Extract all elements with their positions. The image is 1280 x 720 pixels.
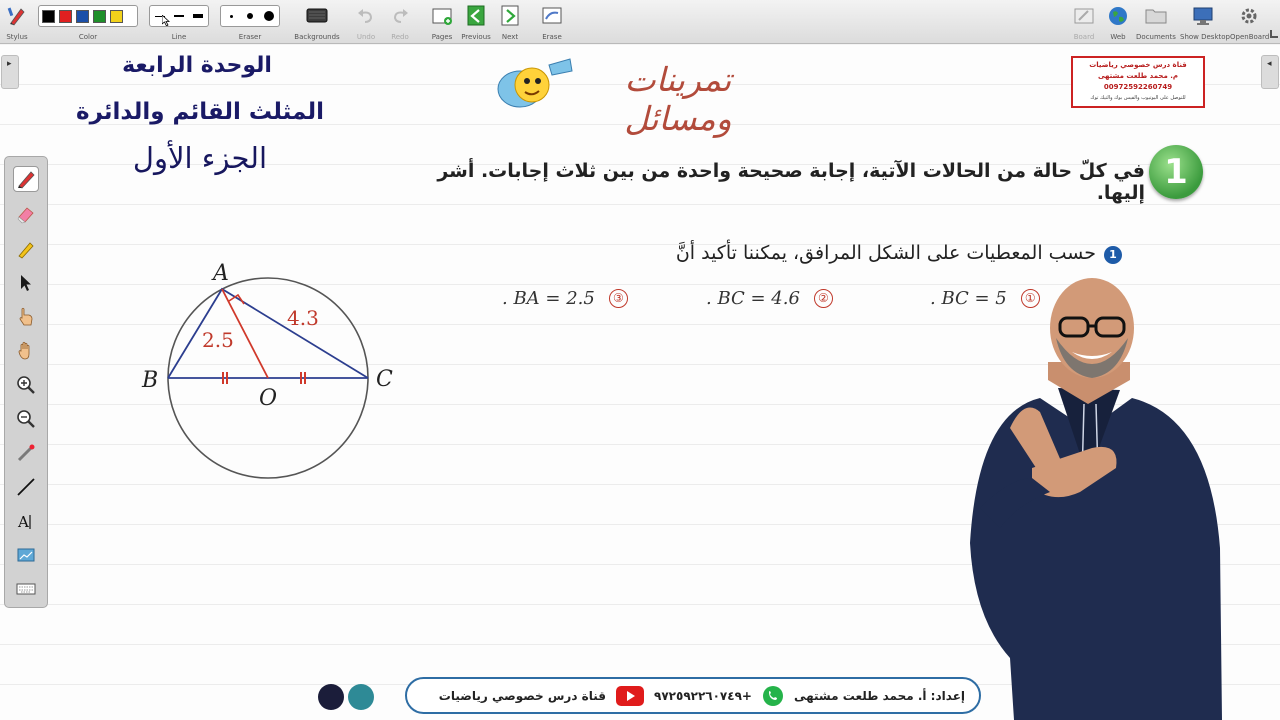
show-desktop-button[interactable] — [1180, 3, 1230, 41]
option-2[interactable] — [706, 286, 833, 310]
question-number-badge: 1 — [1149, 145, 1203, 199]
line-medium-button[interactable] — [172, 9, 186, 23]
left-arrow-icon: ◂ — [1267, 59, 1272, 69]
screen-capture-icon — [15, 544, 37, 566]
pen-tool[interactable] — [13, 166, 39, 192]
exercises-title: تمرينات ومسائل — [624, 60, 732, 138]
circle-triangle-figure — [130, 253, 410, 485]
presenter-video-overlay — [970, 278, 1222, 720]
highlighter-tool[interactable] — [13, 236, 39, 262]
eraser-tool[interactable] — [13, 201, 39, 227]
unit-heading: الوحدة الرابعة — [122, 53, 272, 78]
option-3-number: ③ — [609, 289, 628, 308]
vertex-label-a: A — [213, 261, 229, 286]
zoom-out-icon — [15, 408, 37, 430]
footer-dot-teal — [348, 684, 374, 710]
eraser-icon — [15, 203, 37, 225]
length-ac-label: 4.3 — [287, 306, 319, 330]
stylus-icon — [5, 5, 29, 27]
capture-tool[interactable] — [13, 542, 39, 568]
left-panel-toggle[interactable] — [1, 55, 19, 89]
mouse-cursor-icon — [162, 15, 170, 26]
stylus-label: Stylus — [6, 33, 28, 41]
documents-label: Documents — [1136, 33, 1176, 41]
footer-dot-dark — [318, 684, 344, 710]
backgrounds-icon — [305, 5, 329, 27]
web-label: Web — [1110, 33, 1126, 41]
stamp-line-phone: 00972592260749 — [1103, 83, 1173, 91]
pages-button[interactable] — [428, 3, 456, 41]
keyboard-icon — [15, 578, 37, 600]
folder-icon — [1144, 5, 1168, 27]
pages-label: Pages — [431, 33, 453, 41]
interact-tool[interactable] — [13, 304, 39, 330]
arrow-pointer-icon — [15, 272, 37, 294]
stylus-tool[interactable] — [4, 3, 30, 41]
virtual-keyboard-tool[interactable] — [13, 576, 39, 602]
tool-palette — [4, 156, 48, 608]
color-swatch-blue[interactable] — [76, 10, 89, 23]
stamp-line-teacher: م. محمد طلعت مشتهى — [1097, 72, 1179, 80]
board-icon — [1072, 5, 1096, 27]
board-button[interactable] — [1070, 3, 1098, 41]
settings-gear-icon — [1237, 5, 1261, 27]
line-width-picker — [149, 3, 209, 41]
prepared-by-text: إعداد: أ. محمد طلعت مشتهى — [793, 688, 965, 703]
text-tool[interactable] — [13, 508, 39, 534]
openboard-menu-button[interactable] — [1230, 3, 1268, 41]
show-desktop-label: Show Desktop — [1180, 33, 1230, 41]
triangle-sides — [168, 289, 368, 378]
globe-icon — [1106, 5, 1130, 27]
line-thick-button[interactable] — [191, 9, 205, 23]
stamp-line-follow: للتوصل على اليوتيوب والفيس بوك والتيك توك — [1090, 95, 1186, 101]
redo-label: Redo — [391, 33, 409, 41]
zoom-in-icon — [15, 374, 37, 396]
eraser-small-button[interactable] — [224, 9, 238, 23]
stamp-line-channel: قناة درس خصوصي رياضيات — [1089, 61, 1187, 69]
laser-pointer-tool[interactable] — [13, 440, 39, 466]
highlighter-icon — [15, 238, 37, 260]
option-2-text: . BC = 4.6 — [706, 287, 800, 309]
option-2-number: ② — [814, 289, 833, 308]
question-instruction: في كلّ حالة من الحالات الآتية، إجابة صحيحة واحدة من بين ثلاث إجابات. أشر إليها. — [437, 160, 1145, 204]
next-button[interactable] — [496, 3, 524, 41]
vertex-label-b: B — [142, 368, 159, 393]
redo-button[interactable] — [388, 3, 412, 41]
right-panel-toggle[interactable] — [1261, 55, 1279, 89]
toolbar-resize-handle[interactable] — [1270, 30, 1278, 38]
part-heading: الجزء الأول — [132, 141, 268, 175]
previous-page-icon — [464, 5, 488, 27]
line-label: Line — [171, 33, 187, 41]
zoom-out-tool[interactable] — [13, 406, 39, 432]
line-icon — [15, 476, 37, 498]
next-page-icon — [498, 5, 522, 27]
thinking-emoji-icon — [494, 55, 576, 111]
youtube-icon — [616, 686, 644, 706]
pen-icon — [15, 168, 37, 190]
undo-icon — [354, 5, 378, 27]
length-ao-label: 2.5 — [202, 328, 234, 352]
redo-icon — [388, 5, 412, 27]
option-1-number: ① — [1021, 289, 1040, 308]
option-3[interactable] — [502, 286, 628, 310]
backgrounds-label: Backgrounds — [294, 33, 340, 41]
laser-pointer-icon — [15, 442, 37, 464]
select-tool[interactable] — [13, 270, 39, 296]
eraser-label: Eraser — [238, 33, 262, 41]
color-swatch-black[interactable] — [42, 10, 55, 23]
option-1-text: . BC = 5 — [930, 287, 1007, 309]
eraser-size-picker — [220, 3, 280, 41]
erase-label: Erase — [542, 33, 562, 41]
eraser-large-button[interactable] — [262, 9, 276, 23]
erase-page-icon — [540, 5, 564, 27]
hand-icon — [15, 340, 37, 362]
channel-name-text: قناة درس خصوصي رياضيات — [438, 688, 607, 703]
color-swatch-green[interactable] — [93, 10, 106, 23]
monitor-icon — [1191, 5, 1215, 27]
phone-number-text: +٩٧٢٥٩٢٢٦٠٧٤٩ — [654, 688, 752, 703]
whatsapp-icon — [762, 685, 784, 707]
erase-button[interactable] — [538, 3, 566, 41]
line-tool[interactable] — [13, 474, 39, 500]
channel-stamp — [1071, 56, 1205, 108]
topic-heading: المثلث القائم والدائرة — [76, 99, 324, 125]
undo-button[interactable] — [354, 3, 378, 41]
previous-button[interactable] — [460, 3, 492, 41]
openboard-label: OpenBoard — [1230, 33, 1270, 41]
color-picker — [38, 3, 138, 41]
next-label: Next — [501, 33, 519, 41]
vertex-label-c: C — [376, 367, 393, 392]
center-label-o: O — [259, 386, 278, 411]
hand-pan-tool[interactable] — [13, 338, 39, 364]
color-label: Color — [78, 33, 98, 41]
pointing-hand-icon — [15, 306, 37, 328]
sub-question-text: حسب المعطيات على الشكل المرافق، يمكننا تأكيد أنَّ — [675, 242, 1096, 264]
previous-label: Previous — [461, 33, 491, 41]
sub-question-badge: 1 — [1104, 246, 1122, 264]
backgrounds-button[interactable] — [294, 3, 340, 41]
web-button[interactable] — [1104, 3, 1132, 41]
openboard-toolbar — [0, 0, 1280, 44]
right-arrow-icon: ▸ — [7, 59, 12, 69]
color-swatch-red[interactable] — [59, 10, 72, 23]
color-swatch-yellow[interactable] — [110, 10, 123, 23]
undo-label: Undo — [356, 33, 376, 41]
footer-banner — [405, 677, 981, 714]
pages-icon — [430, 5, 454, 27]
zoom-in-tool[interactable] — [13, 372, 39, 398]
board-label: Board — [1073, 33, 1095, 41]
documents-button[interactable] — [1136, 3, 1176, 41]
eraser-medium-button[interactable] — [243, 9, 257, 23]
option-3-text: . BA = 2.5 — [502, 287, 595, 309]
svg-text:A: A — [18, 513, 29, 531]
text-icon — [15, 510, 37, 532]
right-angle-mark — [229, 295, 244, 304]
